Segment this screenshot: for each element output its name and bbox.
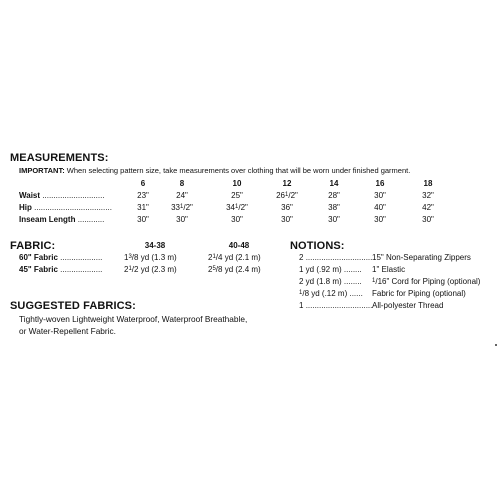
fabric-45-label: 45" Fabric ................... xyxy=(19,265,103,274)
inseam-row-label: Inseam Length ............ xyxy=(19,215,105,224)
notion-item-cord: 2 yd (1.8 m) ........ xyxy=(299,277,362,286)
hip-14: 38" xyxy=(328,203,340,212)
notion-item-thread: 1 .............................. xyxy=(299,301,373,310)
notion-desc-zippers: 15" Non-Separating Zippers xyxy=(372,253,471,262)
size-10: 10 xyxy=(232,179,242,188)
suggested-line-2: or Water-Repellent Fabric. xyxy=(19,326,116,336)
notion-desc-cord: $^1$/16" Cord for Piping (optional) xyxy=(372,277,481,286)
important-note xyxy=(19,166,410,175)
fabric-col-40-48: 40-48 xyxy=(228,241,250,250)
hip-row-label: Hip ................................... xyxy=(19,203,112,212)
notion-item-piping-fabric: $^1$/8 yd (.12 m) ...... xyxy=(299,289,363,298)
hip-10: $34^1/2$" xyxy=(226,203,248,212)
waist-6: 23" xyxy=(137,191,149,200)
fabric-45-34-38: $2^1/2$ yd (2.3 m) xyxy=(124,265,177,274)
suggested-heading: SUGGESTED FABRICS: xyxy=(10,300,136,312)
fabric-45-40-48: $2^5/8$ yd (2.4 m) xyxy=(208,265,261,274)
size-16: 16 xyxy=(375,179,385,188)
size-12: 12 xyxy=(282,179,292,188)
waist-16: 30" xyxy=(374,191,386,200)
size-8: 8 xyxy=(179,179,185,188)
notion-desc-elastic: 1" Elastic xyxy=(372,265,406,274)
hip-18: 42" xyxy=(422,203,434,212)
waist-8: 24" xyxy=(176,191,188,200)
waist-10: 25" xyxy=(231,191,243,200)
fabric-col-34-38: 34-38 xyxy=(144,241,166,250)
measurements-heading: MEASUREMENTS: xyxy=(10,152,109,164)
notion-desc-thread: All-polyester Thread xyxy=(372,301,444,310)
inseam-16: 30" xyxy=(374,215,386,224)
important-label: IMPORTANT: xyxy=(19,166,65,175)
waist-12: $26^1/2$" xyxy=(276,191,298,200)
waist-18: 32" xyxy=(422,191,434,200)
hip-6: 31" xyxy=(137,203,149,212)
inseam-6: 30" xyxy=(137,215,149,224)
fabric-60-34-38: $1^3/8$ yd (1.3 m) xyxy=(124,253,177,262)
important-text: When selecting pattern size, take measurements over clothing that will be worn under finished garment. xyxy=(66,166,411,175)
hip-16: 40" xyxy=(374,203,386,212)
notion-item-elastic: 1 yd (.92 m) ........ xyxy=(299,265,362,274)
notion-desc-piping-fabric: Fabric for Piping (optional) xyxy=(372,289,466,298)
inseam-14: 30" xyxy=(328,215,340,224)
size-14: 14 xyxy=(329,179,339,188)
size-6: 6 xyxy=(140,179,146,188)
inseam-18: 30" xyxy=(422,215,434,224)
fabric-60-40-48: $2^1/4$ yd (2.1 m) xyxy=(208,253,261,262)
suggested-line-1: Tightly-woven Lightweight Waterproof, Waterproof Breathable, xyxy=(19,314,248,324)
waist-14: 28" xyxy=(328,191,340,200)
waist-row-label: Waist ............................ xyxy=(19,191,105,200)
notion-item-zippers: 2 .............................. xyxy=(299,253,373,262)
hip-12: 36" xyxy=(281,203,293,212)
inseam-10: 30" xyxy=(231,215,243,224)
inseam-12: 30" xyxy=(281,215,293,224)
hip-8: $33^1/2$" xyxy=(171,203,193,212)
notions-heading: NOTIONS: xyxy=(290,240,345,252)
fabric-60-label: 60" Fabric ................... xyxy=(19,253,103,262)
inseam-8: 30" xyxy=(176,215,188,224)
size-18: 18 xyxy=(423,179,433,188)
fabric-heading: FABRIC: xyxy=(10,240,56,252)
stray-dot xyxy=(495,344,497,346)
